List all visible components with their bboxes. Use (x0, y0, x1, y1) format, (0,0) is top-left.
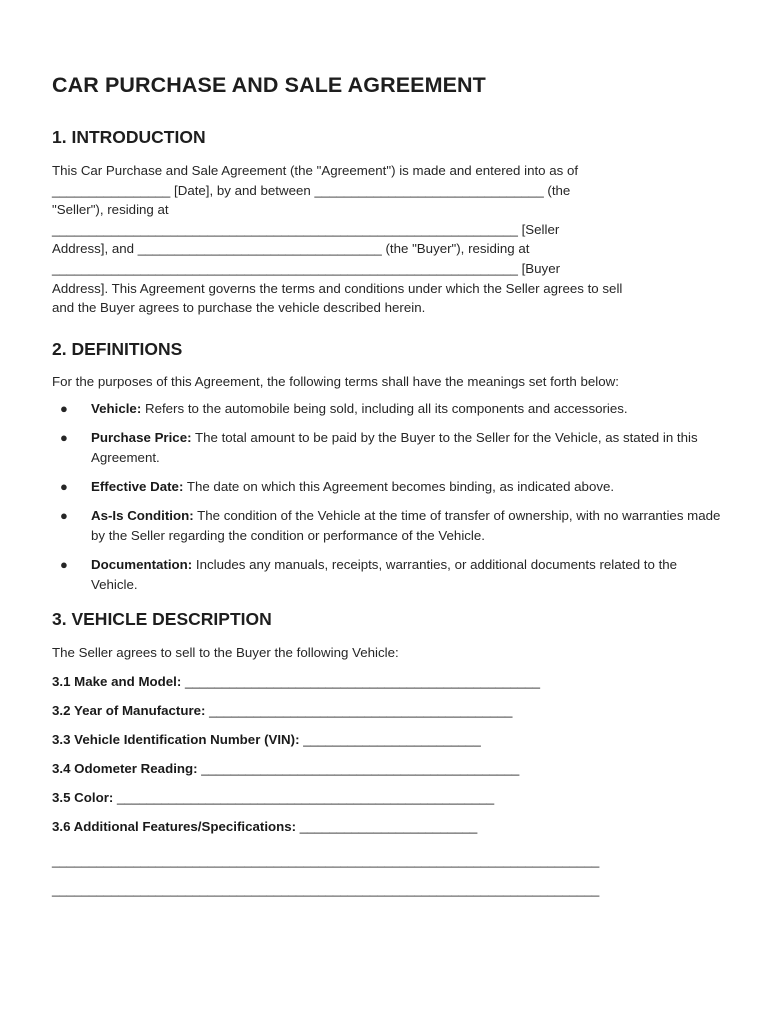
bullet-icon: ● (60, 508, 68, 524)
definition-term: Effective Date: (91, 479, 184, 495)
section-heading-definitions: 2. DEFINITIONS (52, 338, 183, 359)
vehicle-intro: The Seller agrees to sell to the Buyer the following Vehicle: (52, 645, 399, 661)
fill-in-blank: ________________________ (296, 819, 478, 835)
intro-line: This Car Purchase and Sale Agreement (the "Agreement") is made and entered into as of (52, 163, 579, 178)
definition-term: Purchase Price: (91, 430, 192, 446)
fill-in-blank: ________________________________________________ (181, 673, 540, 689)
intro-line: "Seller"), residing at (52, 202, 169, 218)
section-heading-vehicle-description: 3. VEHICLE DESCRIPTION (52, 609, 272, 630)
definitions-intro: For the purposes of this Agreement, the following terms shall have the meanings set forth below: (52, 373, 619, 389)
intro-line: and the Buyer agrees to purchase the vehicle described herein. (52, 300, 426, 316)
extra-blank-line: __________________________________________________________________________ (52, 852, 600, 868)
extra-blank-line: __________________________________________________________________________ (52, 881, 600, 897)
intro-line: _______________________________________________________________ [Buyer (52, 260, 561, 276)
definition-item (52, 555, 722, 594)
field-label: 3.3 Vehicle Identification Number (VIN): (52, 731, 300, 747)
field-label: 3.5 Color: (52, 790, 114, 806)
definition-item (52, 477, 722, 497)
fill-in-blank: _________________________________________ (205, 702, 513, 718)
definition-text: Includes any manuals, receipts, warranties, or additional documents related to the Vehicle. (91, 556, 678, 592)
document-title: CAR PURCHASE AND SALE AGREEMENT (52, 73, 486, 97)
bullet-icon: ● (60, 479, 68, 495)
definition-item (52, 399, 722, 419)
definition-item (52, 428, 722, 467)
bullet-icon: ● (60, 556, 68, 572)
intro-line: ________________ [Date], by and between _______________________________ (the (52, 182, 571, 198)
field-year (52, 701, 722, 721)
definition-text: The condition of the Vehicle at the time of transfer of ownership, with no warranties made by the Seller regarding the condition or performance of the Vehicle. (91, 508, 721, 543)
field-make-model (52, 672, 722, 692)
definition-term: Documentation: (91, 556, 193, 572)
section-heading-introduction: 1. INTRODUCTION (52, 127, 206, 147)
introduction-paragraph (52, 161, 722, 318)
intro-line: Address], and _________________________________ (the "Buyer"), residing at (52, 241, 530, 257)
field-additional-features (52, 817, 722, 837)
intro-line: Address]. This Agreement governs the terms and conditions under which the Seller agrees to sell (52, 280, 623, 296)
field-vin (52, 730, 722, 750)
fill-in-blank: ___________________________________________ (197, 760, 520, 776)
fill-in-blank: ___________________________________________________ (113, 790, 495, 806)
field-label: 3.1 Make and Model: (52, 673, 182, 689)
document-page (52, 70, 722, 899)
field-label: 3.2 Year of Manufacture: (52, 702, 206, 718)
definition-item (52, 506, 722, 545)
field-label: 3.4 Odometer Reading: (52, 760, 198, 776)
bullet-icon: ● (60, 401, 68, 417)
definition-term: As-Is Condition: (91, 508, 194, 524)
field-odometer (52, 759, 722, 779)
field-color (52, 788, 722, 808)
definition-term: Vehicle: (91, 401, 142, 417)
intro-line: _______________________________________________________________ [Seller (52, 221, 560, 237)
bullet-icon: ● (60, 430, 68, 446)
definition-text: The date on which this Agreement becomes binding, as indicated above. (183, 479, 615, 495)
fill-in-blank: ________________________ (299, 731, 481, 747)
field-label: 3.6 Additional Features/Specifications: (52, 819, 297, 835)
definition-text: Refers to the automobile being sold, including all its components and accessories. (141, 401, 628, 417)
definitions-list (52, 399, 722, 594)
definition-text: The total amount to be paid by the Buyer to the Seller for the Vehicle, as stated in this Agreement. (91, 430, 698, 466)
